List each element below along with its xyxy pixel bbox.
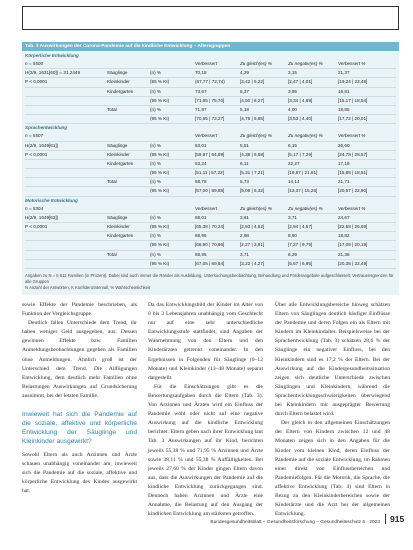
- table-row-unit: (95 % KI): [150, 97, 170, 103]
- table-row: [25, 97, 396, 106]
- table-section-n: n = 5507: [25, 133, 44, 139]
- table-cell: 5,51: [240, 142, 249, 148]
- table-row-unit: (95 % KI): [150, 116, 170, 122]
- table-row: [25, 169, 396, 178]
- table-cell: 21,38: [338, 251, 350, 257]
- table-cell: [4,38 | 6,58]: [240, 151, 265, 157]
- paragraph: Sowohl Eltern als auch Arzinnen und Ärzte schauen unabhängig voneinander am, inwieweit sich die Pandemie auf die soziale, affektive und körperliche Entwicklung des Kindes ausgewirkt hat.: [22, 452, 137, 495]
- table-cell: 3,15: [288, 70, 297, 76]
- table-cell: 63,01: [195, 142, 207, 148]
- table-cell: [65,38 | 70,24]: [195, 224, 225, 229]
- table-row-unit: (95 % KI): [150, 79, 170, 85]
- table-cell: [19,87 | 21,81]: [288, 170, 318, 176]
- table-row: [25, 69, 396, 78]
- table-cell: [57,00 | 59,88]: [195, 188, 225, 194]
- table-cell: 58,78: [195, 179, 207, 185]
- table-header-row: [25, 205, 396, 214]
- table-row: [25, 88, 396, 97]
- table-cell: 14,14: [288, 179, 300, 185]
- table-footnote: [22, 271, 399, 295]
- paragraph: Deutlich fallen Unterschiede dem Trend, ihr haben weniger Geld ausgegeben, aus: Dessen gewinnen Effekte bzw. Familien Anmeldungsbeobachtungen gegeben als Familien ohne Anmeldungen. Ähnlich groß ist der Unterschied dem Trend. Die Allfügungen Entwicklung, dem deutlich mehr Familien ohne Belastungen Auswirkungen auf Grundsicherung ausnimmt, bei der letzten Familie.: [22, 320, 137, 399]
- table-header-cell: Verbessert: [195, 205, 218, 211]
- table-row: [25, 178, 396, 187]
- table-cell: 71,97: [195, 106, 207, 112]
- table-cell: 3,71: [288, 214, 297, 220]
- table-row-unit: (n) %: [150, 214, 161, 220]
- table-cell: 4,00: [288, 106, 297, 112]
- table-cell: [2,27 | 3,81]: [240, 242, 265, 248]
- text-column-2: [148, 301, 263, 519]
- table-cell: [3,42 | 5,22]: [240, 79, 265, 85]
- table-cell: 8,60: [288, 233, 297, 239]
- table-cell: [17,09 | 20,19]: [338, 242, 368, 248]
- table-row-unit: (n) %: [150, 106, 161, 112]
- table-cell: 3,71: [240, 251, 249, 257]
- table-row-unit: (95 % KI): [150, 151, 170, 157]
- table-cell: 68,95: [195, 233, 207, 239]
- table-header-row: [25, 60, 396, 69]
- table-header-cell: Zu negativ(es) %: [288, 61, 323, 66]
- table-row-stat: P < 0,0001: [25, 79, 48, 85]
- table-cell: [71,65 | 75,70]: [195, 97, 225, 103]
- table-cell: [59,97 | 64,89]: [195, 151, 225, 157]
- table-cell: [3,34 | 4,69]: [288, 97, 313, 103]
- table-cell: [67,05 | 69,84]: [195, 260, 225, 266]
- table-row-group: Kleinkinder: [107, 79, 130, 85]
- table-row-group: Säuglinge: [107, 70, 128, 76]
- table-cell: [4,76 | 5,85]: [240, 116, 265, 122]
- table-row-unit: (95 % KI): [150, 242, 170, 248]
- table-section-title: Körperliche Entwicklung: [25, 53, 79, 58]
- table-cell: 26,60: [338, 142, 350, 148]
- paragraph: Da das Entwicklungsbild der Kinder im Alter von 0 bis 3 Lebensjahren unabhängig vom Geschlecht nur auf eine sehr unterschiedliche Entwicklungsstufe stattfindet, sind Angaben der Wahrnehmung von den Eltern und den Kinderärzten getrennt voneinander. In den Ergebnissen in Folgenden für Säuglinge (0–12 Monate) und Kleinkinder (13–48 Monate) separat dargestellt.: [148, 302, 263, 381]
- table-caption: Tab. 3 Auswirkungen der Corona-Pandemie auf die kindliche Entwicklung – Altersgruppen: [22, 42, 399, 51]
- paragraph: Über alle Entwicklungsbereiche hinweg schätzen Eltern von Säuglingen deutlich häufiger Einflüsse der Pandemie und deren Folgen ein als Eltern mit Kindern im Kleinkindalter. Beispielsweise bei der Sprachentwicklung (Tab. 3) schätzen 28,6 % der Säuglinge ein negativer Einfluss, bei den Kleinkindern sind es 17,2 % der Eltern. Bei der Auswirkung auf die Kindergesundheitssituation zeigen sich deutliche Unterschiede zwischen Säuglingen und Kleinkindern, während die Sprachentwicklungsschwierigkeiten überwiegend bei Kleinkindern mit ausgeprägter Bewertung durch Eltern belastet wird.: [275, 302, 390, 418]
- table-row-unit: (n) %: [150, 88, 161, 94]
- section-heading: Inwieweit hat sich die Pandemie auf die soziale, affektive und körperliche Entwicklung der Säuglinge und Kleinkinder ausgewirkt?: [22, 411, 137, 446]
- table-cell: [24,78 | 28,57]: [338, 151, 368, 157]
- table-cell: 16,81: [338, 88, 350, 94]
- table-cell: 24,67: [338, 214, 350, 220]
- table-row: [25, 115, 396, 124]
- table-cell: 3,61: [240, 214, 249, 220]
- table-header-cell: Verbessert %: [338, 133, 366, 139]
- text-column-1: [22, 301, 137, 497]
- table-header-cell: Zu negativ(es) %: [288, 133, 323, 139]
- table-section-n: n = 5500: [25, 61, 44, 66]
- table-cell: (67,77 | 72,74): [195, 79, 225, 85]
- journal-footer: Bundesgesundheitsblatt – Gesundheitsforschung – Gesundheitsschutz 6 · 2023: [210, 520, 380, 525]
- table-row: [25, 214, 396, 223]
- table-cell: [17,72 | 20,01]: [338, 116, 368, 122]
- table-cell: 53,24: [195, 160, 207, 166]
- table-row-stat: P < 0,0001: [25, 224, 48, 229]
- table-row-stat: H(2/9, 1649[63]): [25, 214, 59, 220]
- table-section-n: n = 5304: [25, 205, 44, 211]
- table-cell: [13,37 | 15,26]: [288, 188, 318, 194]
- table-cell: [4,50 | 6,27]: [240, 97, 265, 103]
- table-header-cell: Verbessert %: [338, 205, 366, 211]
- table-row: [25, 187, 396, 196]
- table-header-cell: Zu gleich(es) %: [240, 133, 272, 139]
- table-cell: 6,15: [288, 142, 297, 148]
- table-cell: 6,11: [240, 160, 249, 166]
- table-row-group: Total: [107, 179, 117, 185]
- table-cell: 68,95: [195, 251, 207, 257]
- table-cell: [5,31 | 7,21]: [240, 170, 265, 176]
- table-row-stat: H(2/9, 1649[61]): [25, 142, 59, 148]
- table-header-cell: Zu gleich(es) %: [240, 205, 272, 211]
- table-cell: [5,09 | 6,32]: [240, 188, 265, 194]
- table-row-unit: (n) %: [150, 233, 161, 239]
- header-frame: [22, 6, 399, 30]
- table-row-group: Kleinkinder: [107, 224, 130, 229]
- table-row-group: Säuglinge: [107, 214, 128, 220]
- table-cell: 68,01: [195, 214, 207, 220]
- table-header-cell: Verbessert: [195, 133, 218, 139]
- results-table: [22, 42, 399, 295]
- table-row-group: Total: [107, 251, 117, 257]
- table-row: [25, 160, 396, 169]
- table-cell: 18,82: [338, 233, 350, 239]
- table-header-cell: Verbessert %: [338, 61, 366, 66]
- table-row-group: Kindergarten: [107, 160, 134, 166]
- table-row-group: Kindergarten: [107, 88, 134, 94]
- table-row-unit: (95 % KI): [150, 170, 170, 176]
- table-cell: [15,17 | 18,54]: [338, 97, 368, 103]
- paragraph: sowie Effekte der Pandemie beschrieben, als Funktion der Vergleichsgruppe.: [22, 302, 137, 318]
- table-cell: 73,67: [195, 88, 207, 94]
- table-cell: [70,65 | 73,27]: [195, 116, 225, 122]
- table-section-title: Sprachentwicklung: [25, 125, 68, 131]
- paragraph: Für die Einschätzungen gibt es die Bewertungsaufgaben durch die Eltern (Tab. 3). Von Arzinnen und Ärzten wird ein Einfluss der Pandemie wohl oder nicht auf eine negative Auswirkung auf die kindliche Entwicklung berichtet. Eltern geben nach ihrer Entwicklung laut Tab. 3 Auswirkungen auf ihr Kind, berichten jeweils 55,38 % und 71,95 % Arzinnen und Ärzte sowie 38,11 % und 55,38 % Auffälligkeiten. Bei jeweils 27,60 % der Kinder gingen Eltern davon aus, dass die Auswirkungen der Pandemie auf die kindliche Entwicklung zurückgegangen sind. Dennoch haben Arzinnen und Ärzte eine Annahme, die Belastung auf den Ausgang der kindlichen Entwicklung am stärksten getroffen.: [148, 383, 263, 518]
- table-cell: [3,53 | 4,40]: [288, 116, 313, 122]
- table-cell: 4,29: [240, 70, 249, 76]
- table-row: [25, 251, 396, 260]
- table-cell: 3,95: [288, 88, 297, 94]
- table-header-row: [25, 132, 396, 141]
- table-cell: 6,29: [288, 251, 297, 257]
- text-column-3: [275, 301, 390, 519]
- table-row: [25, 232, 396, 241]
- table-cell: [5,17 | 7,29]: [288, 151, 313, 157]
- table-cell: [20,38 | 22,49]: [338, 260, 368, 266]
- table-cell: [3,22 | 4,27]: [240, 260, 265, 266]
- table-row-unit: (n) %: [150, 179, 161, 185]
- table-row-group: Kindergarten: [107, 233, 134, 239]
- table-cell: [19,24 | 23,48]: [338, 79, 368, 85]
- table-header-cell: Verbessert: [195, 61, 218, 66]
- table-cell: [51,11 | 57,22]: [195, 170, 224, 176]
- table-row-unit: (n) %: [150, 70, 161, 76]
- table-cell: 70,18: [195, 70, 207, 76]
- table-cell: [2,94 | 4,57]: [288, 224, 313, 229]
- table-cell: [7,27 | 9,79]: [288, 242, 313, 248]
- table-row: [25, 241, 396, 250]
- table-cell: 2,98: [240, 233, 249, 239]
- table-cell: 21,37: [338, 70, 350, 76]
- table-row-unit: (95 % KI): [150, 224, 170, 229]
- table-footnote-1: Angaben zu N = 5 611 Familien (in Prozent). Dabei sind auch immer die Ränder als Ausbildung, Untersuchungsbeobachtung, Behandlung und Förderangebote aufgeschlüsselt; Vertrauensgrenzen für alle Gruppen: [25, 272, 394, 284]
- table-row-stat: P < 0,0001: [25, 151, 48, 157]
- table-cell: 21,71: [338, 179, 350, 185]
- table-row-group: Säuglinge: [107, 142, 128, 148]
- table-header-cell: Zu gleich(es) %: [240, 61, 272, 66]
- table-cell: 18,85: [338, 106, 350, 112]
- table-row-unit: (n) %: [150, 142, 161, 148]
- table-row: [25, 106, 396, 115]
- table-cell: 5,37: [240, 88, 249, 94]
- table-row: [25, 151, 396, 160]
- table-row: [25, 78, 396, 87]
- table-cell: [5,67 | 6,95]: [288, 260, 313, 266]
- table-cell: 5,73: [240, 179, 249, 185]
- table-section-title: Motorische Entwicklung: [25, 197, 78, 203]
- table-row: [25, 223, 396, 232]
- table-row: [25, 142, 396, 151]
- table-row-stat: H(2/9, 1631[60]) = 31,2449: [25, 70, 81, 76]
- table-cell: [2,47 | 4,01]: [288, 79, 313, 85]
- table-cell: [20,57 | 22,90]: [338, 188, 368, 194]
- table-row-group: Kleinkinder: [107, 151, 130, 157]
- table-cell: [66,90 | 70,96]: [195, 242, 225, 248]
- page-number: 915: [385, 514, 404, 524]
- table-row-unit: (95 % KI): [150, 188, 170, 194]
- table-body: [22, 51, 399, 271]
- table-cell: 5,18: [240, 106, 249, 112]
- table-row-unit: (n) %: [150, 251, 161, 257]
- table-row: [25, 260, 396, 269]
- table-cell: 22,27: [288, 160, 300, 166]
- table-cell: [2,93 | 4,52]: [240, 224, 265, 229]
- table-footnote-2: N Anzahl der Antworten, K Konfidenzintervall, % Wahrscheinlichkeit: [25, 284, 151, 290]
- table-row-unit: (95 % KI): [150, 260, 170, 266]
- table-cell: [15,88 | 18,51]: [338, 170, 368, 176]
- table-row-group: Total: [107, 106, 117, 112]
- table-header-cell: Zu negativ(es) %: [288, 205, 323, 211]
- table-row-unit: (n) %: [150, 160, 161, 166]
- table-cell: [22,58 | 26,69]: [338, 224, 368, 229]
- paragraph: Der gleich in den allgemeinen Einschätzungen der Eltern von Kindern zwischen 12 und 48 Monaten zeigen sich in den Angaben für die Kinder vom kleinen Kind, deren Einfluss der Pandemie auf die soziale Entwicklung, im Rahmen einer direkt von Einflussbereichen und Pandemiefolgen. Für die Motorik, die Sprache, die affektive Entwicklung (Tab. 4) sind Eltern in Bezug zu den Kleinkinderbereichen sowie der Kinderärzte und die Arzt bei der allgemeinen Entwicklung.: [275, 420, 390, 518]
- table-cell: 17,18: [338, 160, 350, 166]
